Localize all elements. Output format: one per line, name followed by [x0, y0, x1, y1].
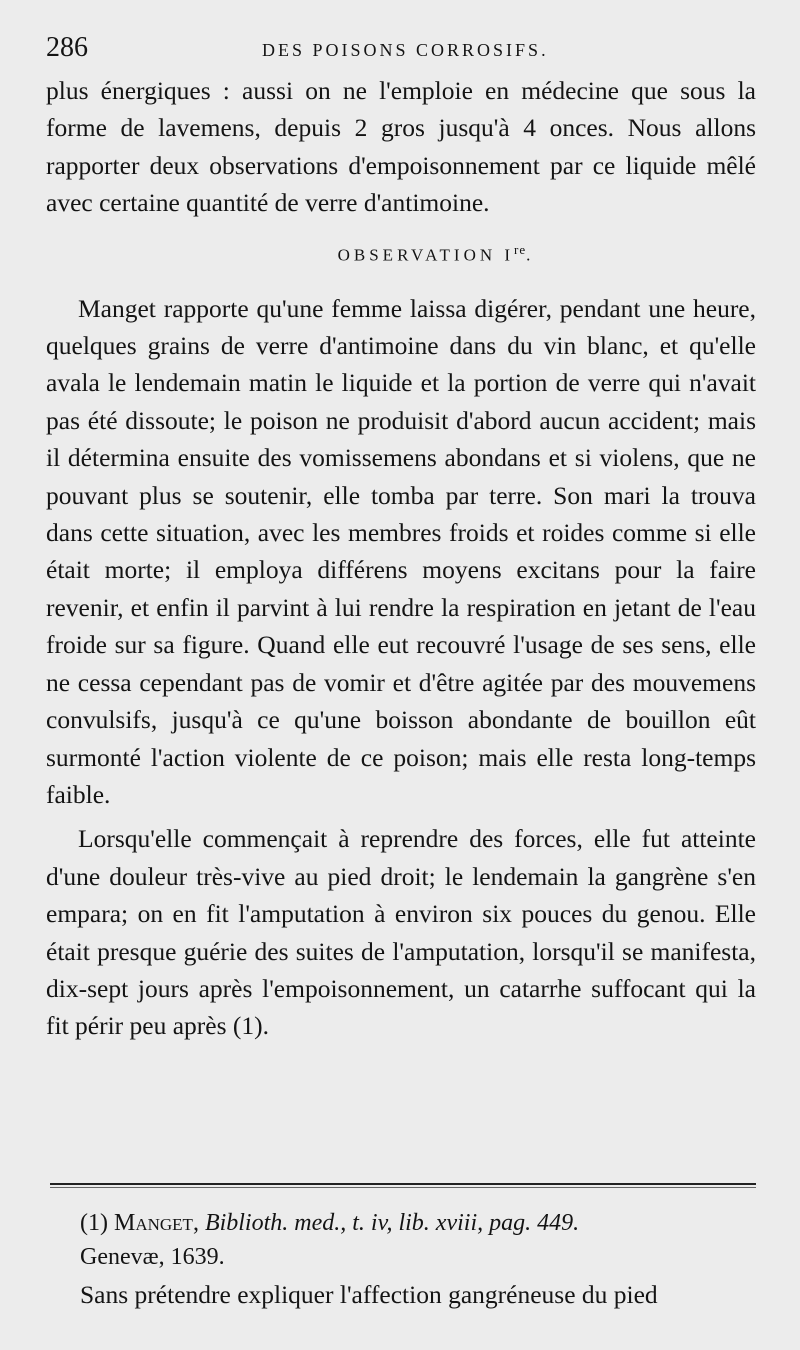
footnote: (1) Manget, Biblioth. med., t. iv, lib. xviii, pag. 449. Genevæ, 1639.	[80, 1210, 580, 1270]
footnote-rule	[50, 1183, 756, 1188]
page-header	[46, 28, 776, 68]
page-number: 286	[46, 32, 88, 63]
observation-heading-period: .	[526, 245, 535, 265]
paragraph-gangrene: Lorsqu'elle commençait à reprendre des forces, elle fut atteinte d'une douleur très-vive au pied droit; le lendemain la gangrène s'en empara; on en fit l'amputation à environ six pouces du genou. Elle était presque guérie des suites de l'amputation, lorsqu'il se manifesta, dix-sept jours après l'empoisonnement, un catarrhe suffocant qui la fit périr peu après (1).	[46, 824, 756, 1041]
footnote-author: Manget	[113, 1210, 193, 1236]
paragraph-intro: plus énergiques : aussi on ne l'emploie en médecine que sous la forme de lavemens, depuis 2 gros jusqu'à 4 onces. Nous allons rapporter deux observations d'empoisonnement par ce liquide mêlé avec certaine quantité de verre d'antimoine.	[46, 76, 756, 218]
continuation-line: Sans prétendre expliquer l'affection gangréneuse du pied	[80, 1280, 658, 1309]
observation-heading	[46, 238, 756, 265]
observation-heading-text: OBSERVATION I	[337, 245, 515, 265]
running-head: DES POISONS CORROSIFS.	[262, 40, 549, 60]
observation-heading-sup: re	[514, 241, 527, 257]
main-text	[46, 72, 756, 1045]
paragraph-observation: Manget rapporte qu'une femme laissa digérer, pendant une heure, quelques grains de verre d'antimoine dans du vin blanc, et qu'elle avala le lendemain matin le liquide et la portion de verre qui n'avait pas été dissoute; le poison ne produisit d'abord aucun accident; mais il détermina ensuite des vomissemens abondans et si violens, que ne pouvant plus se soutenir, elle tomba par terre. Son mari la trouva dans cette situation, avec les membres froids et roides comme si elle était morte; il employa différens moyens excitans pour la faire revenir, et enfin il parvint à lui rendre la respiration en jetant de l'eau froide sur sa figure. Quand elle eut recouvré l'usage de ses sens, elle ne cessa cependant pas de vomir et d'être agitée par des mouvemens convulsifs, jusqu'à ce qu'une boisson abondante de bouillon eût surmonté l'action violente de ce poison; mais elle resta long-temps faible.	[46, 293, 756, 809]
footnote-details: , t. iv, lib. xviii, pag. 449.	[340, 1210, 580, 1236]
footnote-marker: (1)	[80, 1210, 108, 1236]
footnote-place-year: Genevæ, 1639.	[80, 1244, 225, 1270]
footnote-work: Biblioth. med.	[204, 1210, 341, 1236]
